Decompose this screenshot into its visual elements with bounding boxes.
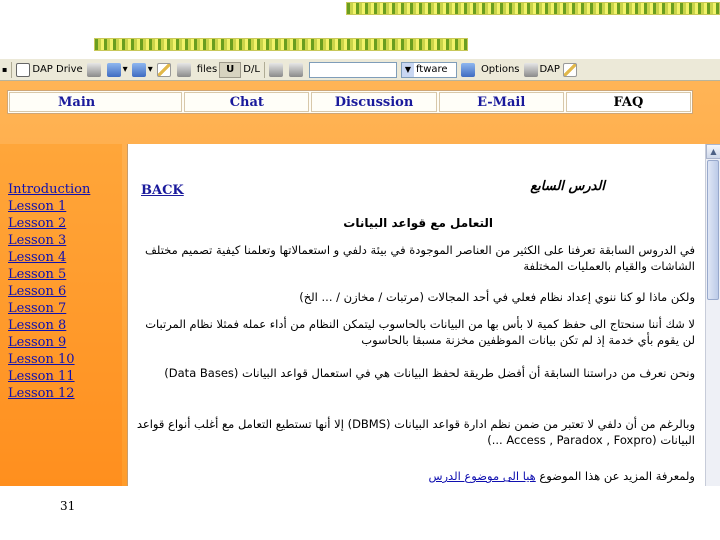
dap-button[interactable]: DAP [522,60,581,80]
window-icon [461,63,475,77]
toolbar-tool-2[interactable]: ▾ [105,60,130,80]
download-button[interactable]: D/L [243,64,260,75]
toolbar-tool-1[interactable] [85,60,105,80]
tool-icon [177,63,191,77]
sidebar-item-lesson-11[interactable]: Lesson 11 [8,369,75,384]
print-icon [269,63,283,77]
toolbar-minimize[interactable]: ▪ [2,65,8,74]
scroll-thumb[interactable] [707,160,719,300]
toolbar-tool-7[interactable] [287,60,307,80]
paragraph-1: في الدروس السابقة تعرفنا على الكثير من العناصر الموجودة في بيئة دلفي و استعمالاتها وتعلمنا كيفية تصميم مختلف الشاشات والقيام بالعمليات المختلفة [144,243,695,273]
toolbar-tool-4[interactable] [155,60,175,80]
chevron-down-icon: ▼ [402,63,414,77]
nav-email[interactable]: E-Mail [439,92,564,112]
page-background [0,81,720,486]
link-icon [107,63,121,77]
lesson-title: الدرس السابع [530,179,605,194]
decorative-bar-second [94,38,468,51]
browser-screenshot [0,59,720,486]
nav-chat[interactable]: Chat [184,92,309,112]
section-title: التعامل مع قواعد البيانات [343,216,493,230]
dap-drive-button[interactable]: DAP Drive [14,60,84,80]
sidebar-item-lesson-1[interactable]: Lesson 1 [8,199,67,214]
tool-icon [289,63,303,77]
options-button[interactable]: Options [480,64,520,75]
software-dropdown[interactable]: ▼ ftware [399,60,459,80]
paragraph-5: وبالرغم من أن دلفي لا تعتبر من ضمن نظم ادارة قواعد البيانات (DBMS) إلا أنها تستطيع التعامل مع أغلب أنواع قواعد البيانات (Access , Paradox , Foxpro ...) [136,417,695,447]
toolbar-tool-6[interactable] [267,60,287,80]
back-link[interactable]: BACK [141,183,184,198]
slide-page-number: 31 [60,499,76,513]
sidebar-item-lesson-6[interactable]: Lesson 6 [8,284,67,299]
tool-icon [87,63,101,77]
upload-button[interactable]: U [219,62,241,78]
sidebar-item-lesson-5[interactable]: Lesson 5 [8,267,67,282]
decorative-bar-top [346,2,720,15]
nav-discussion[interactable]: Discussion [311,92,436,112]
paragraph-6-text: ولمعرفة المزيد عن هذا الموضوع [535,469,695,483]
paragraph-3: لا شك أننا سنحتاج الى حفظ كمية لا بأس بها من البيانات بالحاسوب ليتمكن النظام من أداء عمله فمثلا نظام المرتبات لن يقوم بأي خدمة إذ لم تكن بيانات الموظفين مخزنة مسبقا بالحاسوب [145,317,695,347]
browser-toolbar [0,59,720,81]
dap-icon [524,63,538,77]
files-button[interactable]: files [196,64,218,75]
toolbar-tool-5[interactable] [175,60,195,80]
sidebar-item-lesson-4[interactable]: Lesson 4 [8,250,67,265]
sidebar-item-lesson-12[interactable]: Lesson 12 [8,386,75,401]
lesson-content [127,144,705,486]
scroll-up-icon[interactable]: ▲ [706,144,720,159]
sidebar-item-introduction[interactable]: Introduction [8,182,91,197]
nav-faq[interactable]: FAQ [566,92,691,112]
toolbar-tool-8[interactable] [459,60,479,80]
sidebar-item-lesson-8[interactable]: Lesson 8 [8,318,67,333]
search-input[interactable] [309,62,397,78]
sidebar-item-lesson-9[interactable]: Lesson 9 [8,335,67,350]
lesson-list [8,181,90,402]
dap-drive-icon [16,63,30,77]
nav-main[interactable]: Main [9,92,182,112]
toolbar-search[interactable] [307,60,399,80]
pen-icon [157,63,171,77]
paragraph-6 [140,468,695,484]
edit-icon [563,63,577,77]
toolbar-tool-3[interactable]: ▾ [130,60,155,80]
lesson-topic-link[interactable]: هيا الى موضوع الدرس [428,469,536,483]
sidebar-item-lesson-2[interactable]: Lesson 2 [8,216,67,231]
lesson-sidebar [0,144,122,486]
paragraph-4: ونحن نعرف من دراستنا السابقة أن أفضل طريقة لحفظ البيانات هي في استعمال قواعد البيانات (Data Bases) [164,366,695,380]
sidebar-item-lesson-3[interactable]: Lesson 3 [8,233,67,248]
sidebar-item-lesson-10[interactable]: Lesson 10 [8,352,75,367]
top-navigation [7,90,693,114]
link-icon [132,63,146,77]
content-scrollbar[interactable] [705,144,720,486]
sidebar-item-lesson-7[interactable]: Lesson 7 [8,301,67,316]
paragraph-2: ولكن ماذا لو كنا ننوي إعداد نظام فعلي في أحد المجالات (مرتبات / مخازن / ... الخ) [299,290,695,304]
